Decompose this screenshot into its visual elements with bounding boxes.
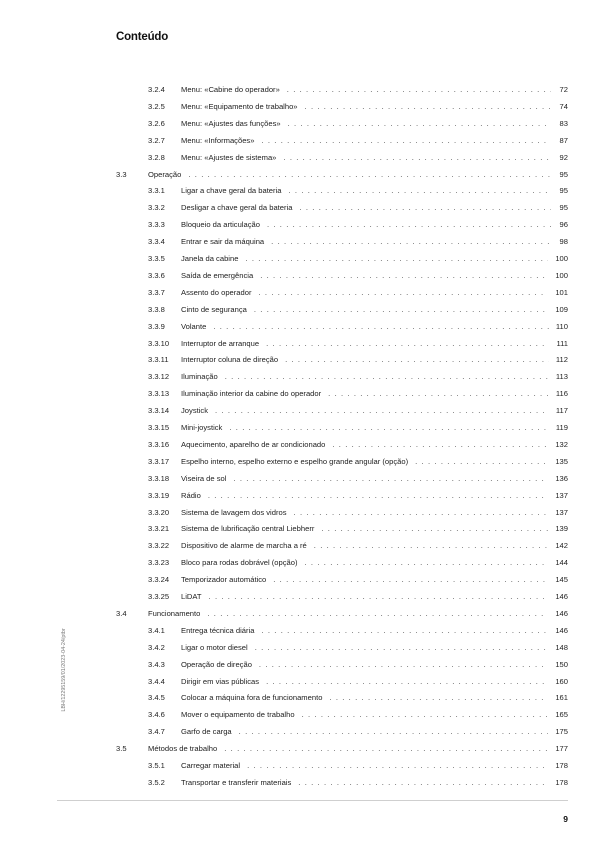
- toc-entry-page: 144: [555, 558, 568, 568]
- dot-leader: [225, 371, 549, 383]
- toc-entry-page: 165: [555, 710, 568, 720]
- toc-entry-number: 3.5.2: [148, 777, 165, 787]
- dot-leader: [233, 473, 548, 485]
- toc-entry-number: 3.5.1: [148, 761, 165, 770]
- toc-entry-page: 109: [555, 304, 568, 314]
- dot-leader: [208, 490, 548, 502]
- toc-entry-page: 117: [555, 406, 568, 416]
- dot-leader: [254, 304, 548, 316]
- toc-entry-title: Garfo de carga: [181, 727, 232, 737]
- toc-entry-title: Sistema de lubrificação central Liebherr: [181, 524, 315, 534]
- toc-entry-title: Menu: «Ajustes de sistema»: [181, 152, 277, 162]
- dot-leader: [314, 540, 549, 552]
- toc-entry: [148, 185, 568, 197]
- toc-entry-page: 110: [555, 321, 568, 331]
- toc-entry-title: Temporizador automático: [181, 575, 267, 585]
- toc-entry-title: Espelho interno, espelho externo e espelho grande angular (opção): [181, 456, 409, 466]
- toc-entry: [148, 152, 568, 164]
- toc-entry-number: 3.3.8: [148, 304, 165, 314]
- toc-entry-title: Dispositivo de alarme de marcha a ré: [181, 541, 307, 551]
- toc-entry-number: 3.4.2: [148, 642, 165, 652]
- dot-leader: [209, 591, 549, 603]
- toc-entry-page: 113: [555, 372, 568, 382]
- toc-entry-page: 98: [559, 237, 568, 247]
- dot-leader: [294, 507, 549, 519]
- toc-entry-page: 119: [555, 423, 568, 432]
- toc-entry-title: Bloco para rodas dobrável (opção): [181, 558, 298, 568]
- toc-entry: [148, 523, 568, 535]
- toc-entry-title: Interruptor coluna de direção: [181, 355, 279, 365]
- toc-entry-page: 132: [555, 439, 568, 449]
- toc-entry-page: 137: [555, 507, 568, 517]
- toc-entry-title: Assento do operador: [181, 287, 252, 297]
- toc-entry: [148, 135, 568, 147]
- toc-entry-number: 3.3.12: [148, 372, 170, 382]
- page-number: 9: [563, 814, 568, 824]
- toc-entry: [148, 625, 568, 637]
- dot-leader: [415, 456, 548, 468]
- dot-leader: [298, 777, 548, 789]
- toc-entry-page: 112: [555, 355, 568, 365]
- toc-entry-page: 87: [559, 135, 568, 145]
- toc-entry-page: 92: [559, 152, 568, 162]
- toc-entry-number: 3.3.17: [148, 456, 170, 466]
- toc-entry-page: 135: [555, 456, 568, 466]
- toc-entry-title: Ligar o motor diesel: [181, 642, 248, 652]
- toc-entry: [148, 591, 568, 603]
- toc-entry-number: 3.3.19: [148, 490, 170, 500]
- dot-leader: [188, 169, 551, 181]
- toc-entry: [148, 354, 568, 366]
- toc-entry-number: 3.2.7: [148, 135, 165, 145]
- toc-entry: [148, 253, 568, 265]
- dot-leader: [288, 118, 551, 130]
- dot-leader: [273, 574, 548, 586]
- dot-leader: [267, 219, 551, 231]
- toc-entry-number: 3.3.11: [148, 355, 169, 365]
- toc-entry-page: 146: [555, 625, 568, 635]
- toc-entry-page: 111: [556, 338, 568, 348]
- dot-leader: [288, 185, 551, 197]
- toc-entry-page: 95: [559, 203, 568, 213]
- toc-entry-number: 3.3.18: [148, 473, 170, 483]
- dot-leader: [247, 760, 548, 772]
- toc-entry: [148, 422, 568, 434]
- dot-leader: [332, 439, 548, 451]
- toc-entry-title: Interruptor de arranque: [181, 338, 260, 348]
- toc-entry-title: LiDAT: [181, 592, 202, 601]
- toc-entry-number: 3.2.4: [148, 85, 165, 94]
- toc-entry-page: 177: [555, 744, 568, 754]
- toc-entry: [148, 540, 568, 552]
- toc-entry-number: 3.4.4: [148, 676, 165, 686]
- toc-entry-number: 3.2.6: [148, 118, 165, 128]
- toc-entry: [148, 287, 568, 299]
- toc-entry-title: Mover o equipamento de trabalho: [181, 710, 295, 720]
- toc-entry: [148, 118, 568, 130]
- toc-entry-page: 101: [555, 287, 568, 297]
- dot-leader: [271, 236, 551, 248]
- toc-entry-page: 142: [555, 541, 568, 551]
- toc-entry-page: 178: [555, 777, 568, 787]
- toc-entry-title: Funcionamento: [148, 608, 201, 618]
- toc-entry-title: Bloqueio da articulação: [181, 220, 260, 230]
- toc-entry: [148, 304, 568, 316]
- dot-leader: [305, 101, 551, 113]
- toc-entry-page: 150: [555, 659, 568, 669]
- toc-entry-page: 160: [555, 676, 568, 686]
- toc-entry-title: Joystick: [181, 406, 209, 416]
- toc-entry-title: Menu: «Informações»: [181, 135, 255, 145]
- toc-entry-title: Entrar e sair da máquina: [181, 237, 265, 247]
- toc-entry-number: 3.4.1: [148, 625, 165, 635]
- toc-entry-title: Mini-joystick: [181, 423, 223, 432]
- toc-entry-number: 3.2.8: [148, 152, 165, 162]
- toc-section-entry: [116, 743, 568, 755]
- dot-leader: [207, 608, 548, 620]
- toc-entry-page: 136: [555, 473, 568, 483]
- toc-entry-title: Ligar a chave geral da bateria: [181, 186, 282, 196]
- toc-entry-title: Transportar e transferir materiais: [181, 777, 292, 787]
- toc-section-entry: [116, 169, 568, 181]
- toc-entry: [148, 692, 568, 704]
- toc-entry-number: 3.3.13: [148, 389, 170, 399]
- toc-entry-title: Iluminação: [181, 372, 218, 382]
- dot-leader: [283, 152, 551, 164]
- toc-entry: [148, 760, 568, 772]
- toc-entry-page: 139: [555, 524, 568, 534]
- toc-entry: [148, 101, 568, 113]
- toc-entry-number: 3.3.9: [148, 321, 165, 331]
- toc-entry-title: Operação de direção: [181, 659, 252, 669]
- toc-entry-number: 3.2.5: [148, 101, 165, 111]
- dot-leader: [224, 743, 548, 755]
- toc-entry-number: 3.3: [116, 169, 127, 179]
- toc-entry-title: Aquecimento, aparelho de ar condicionado: [181, 439, 326, 449]
- toc-entry: [148, 490, 568, 502]
- toc-entry: [148, 659, 568, 671]
- toc-entry-number: 3.3.3: [148, 220, 165, 230]
- toc-entry-title: Iluminação interior da cabine do operador: [181, 389, 322, 399]
- toc-entry-number: 3.4.7: [148, 727, 165, 737]
- dot-leader: [213, 321, 549, 333]
- toc-entry-title: Operação: [148, 169, 182, 179]
- toc-entry-title: Menu: «Ajustes das funções»: [181, 118, 281, 128]
- dot-leader: [255, 642, 549, 654]
- dot-leader: [287, 84, 551, 96]
- dot-leader: [260, 270, 548, 282]
- toc-entry-page: 96: [559, 220, 568, 230]
- toc-entry: [148, 777, 568, 789]
- dot-leader: [321, 523, 548, 535]
- toc-entry-number: 3.4.6: [148, 710, 165, 720]
- toc-entry: [148, 676, 568, 688]
- dot-leader: [259, 287, 549, 299]
- toc-entry: [148, 557, 568, 569]
- toc-entry: [148, 405, 568, 417]
- dot-leader: [229, 422, 549, 434]
- toc-entry-page: 74: [559, 101, 568, 111]
- toc-entry-number: 3.4: [116, 608, 127, 618]
- toc-entry-number: 3.3.7: [148, 287, 165, 297]
- toc-entry-page: 178: [555, 761, 568, 770]
- toc-entry-page: 175: [555, 727, 568, 737]
- toc-entry-page: 100: [555, 254, 568, 263]
- toc-entry: [148, 709, 568, 721]
- toc-entry-page: 145: [555, 575, 568, 585]
- toc-entry-title: Entrega técnica diária: [181, 625, 255, 635]
- toc-entry-number: 3.3.6: [148, 270, 165, 280]
- dot-leader: [245, 253, 548, 265]
- toc-entry: [148, 388, 568, 400]
- dot-leader: [302, 709, 549, 721]
- toc-entry: [148, 202, 568, 214]
- toc-entry: [148, 574, 568, 586]
- toc-entry: [148, 338, 568, 350]
- toc-entry: [148, 507, 568, 519]
- toc-entry: [148, 371, 568, 383]
- toc-entry-number: 3.4.3: [148, 659, 165, 669]
- toc-entry-number: 3.3.20: [148, 507, 170, 517]
- dot-leader: [261, 625, 548, 637]
- toc-entry-page: 146: [555, 608, 568, 618]
- dot-leader: [328, 388, 549, 400]
- toc-entry-title: Dirigir em vias públicas: [181, 676, 260, 686]
- toc-entry: [148, 642, 568, 654]
- toc-entry: [148, 439, 568, 451]
- toc-entry-title: Rádio: [181, 490, 201, 500]
- toc-entry-page: 116: [555, 389, 568, 399]
- toc-entry-number: 3.3.22: [148, 541, 170, 551]
- toc-entry-number: 3.5: [116, 744, 127, 754]
- dot-leader: [266, 338, 549, 350]
- toc-entry-title: Métodos de trabalho: [148, 744, 218, 754]
- toc-entry: [148, 726, 568, 738]
- toc-entry: [148, 473, 568, 485]
- page-title: Conteúdo: [116, 31, 169, 43]
- toc-entry-page: 95: [559, 186, 568, 196]
- dot-leader: [215, 405, 549, 417]
- toc-entry-number: 3.3.21: [148, 524, 170, 534]
- toc-entry-number: 3.4.5: [148, 693, 165, 703]
- dot-leader: [299, 202, 551, 214]
- dot-leader: [261, 135, 551, 147]
- toc-entry-page: 137: [555, 490, 568, 500]
- toc-entry-number: 3.3.2: [148, 203, 165, 213]
- toc-entry-number: 3.3.14: [148, 406, 170, 416]
- toc-entry-title: Carregar material: [181, 761, 241, 770]
- toc-entry-title: Viseira de sol: [181, 473, 227, 483]
- toc-entry-number: 3.3.4: [148, 237, 165, 247]
- toc-entry-title: Cinto de segurança: [181, 304, 247, 314]
- toc-entry: [148, 321, 568, 333]
- dot-leader: [285, 354, 549, 366]
- dot-leader: [329, 692, 548, 704]
- toc-entry-number: 3.3.24: [148, 575, 170, 585]
- dot-leader: [266, 676, 548, 688]
- toc-entry-title: Volante: [181, 321, 207, 331]
- toc-entry-number: 3.3.15: [148, 423, 170, 432]
- toc-entry-number: 3.3.1: [148, 186, 165, 196]
- toc-entry-title: Sistema de lavagem dos vidros: [181, 507, 287, 517]
- dot-leader: [305, 557, 549, 569]
- toc-entry-page: 148: [555, 642, 568, 652]
- toc-entry-title: Saída de emergência: [181, 270, 254, 280]
- toc-entry: [148, 84, 568, 96]
- toc-entry: [148, 270, 568, 282]
- toc-entry-page: 95: [559, 169, 568, 179]
- toc-entry-number: 3.3.25: [148, 592, 170, 601]
- toc-entry: [148, 456, 568, 468]
- toc-entry-title: Menu: «Equipamento de trabalho»: [181, 101, 298, 111]
- toc-entry-title: Janela da cabine: [181, 254, 239, 263]
- toc-entry-page: 161: [555, 693, 568, 703]
- toc-entry-title: Desligar a chave geral da bateria: [181, 203, 293, 213]
- dot-leader: [259, 659, 548, 671]
- toc-entry-number: 3.3.10: [148, 338, 170, 348]
- document-reference: LBH/12295159/01/2023-04-24/ptbr: [61, 628, 67, 712]
- dot-leader: [239, 726, 549, 738]
- toc-entry: [148, 236, 568, 248]
- toc-entry-title: Colocar a máquina fora de funcionamento: [181, 693, 323, 703]
- toc-entry: [148, 219, 568, 231]
- toc-entry-page: 100: [555, 270, 568, 280]
- footer-divider: [57, 800, 568, 801]
- toc-entry-number: 3.3.5: [148, 254, 165, 263]
- toc-section-entry: [116, 608, 568, 620]
- toc-entry-page: 146: [555, 592, 568, 601]
- toc-entry-number: 3.3.16: [148, 439, 170, 449]
- toc-entry-page: 83: [559, 118, 568, 128]
- toc-entry-title: Menu: «Cabine do operador»: [181, 85, 280, 94]
- toc-entry-page: 72: [559, 85, 568, 94]
- toc-entry-number: 3.3.23: [148, 558, 170, 568]
